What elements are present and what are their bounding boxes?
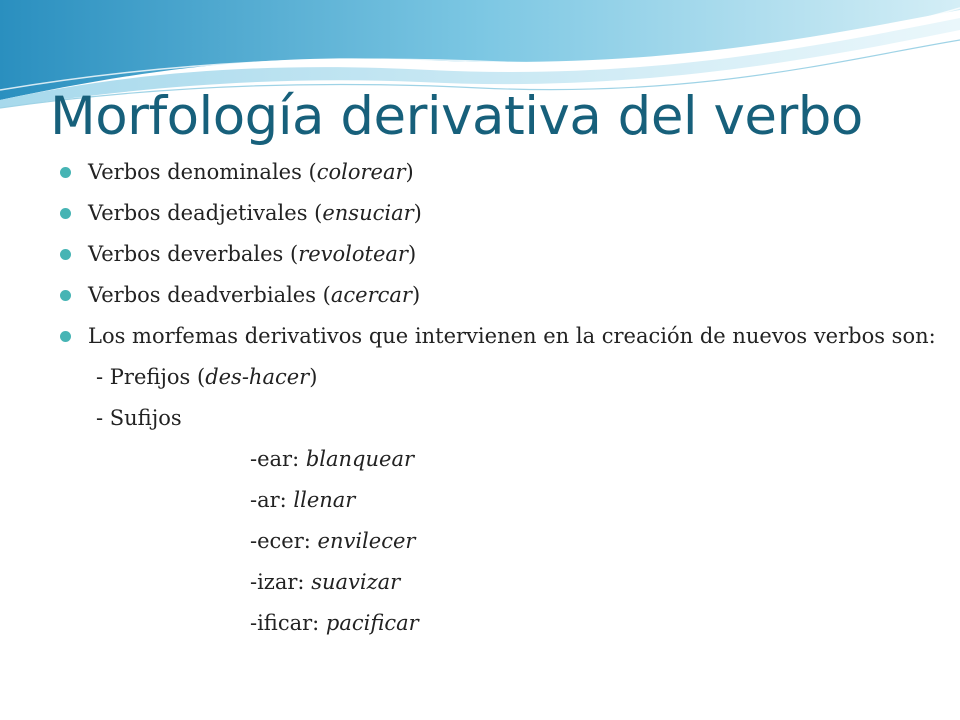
bullet-item xyxy=(60,199,940,228)
bullet-dot-icon xyxy=(60,290,71,301)
bullet-close: ) xyxy=(405,160,414,184)
bullet-item xyxy=(60,158,940,187)
suffixes-heading: - Sufijos xyxy=(96,406,182,430)
suffix-example: blanquear xyxy=(305,447,415,471)
prefixes-close: ) xyxy=(309,365,318,389)
bullet-close: ) xyxy=(411,283,421,307)
suffix-label: -ar: xyxy=(250,488,294,512)
bullet-dot-icon xyxy=(60,167,71,178)
bullet-text: Verbos deadjetivales ( xyxy=(88,201,323,225)
suffix-example: pacificar xyxy=(325,611,419,635)
bullet-dot-icon xyxy=(60,208,71,219)
suffix-label: -ecer: xyxy=(250,529,318,553)
suffix-line xyxy=(60,609,940,638)
suffix-line xyxy=(60,527,940,556)
bullet-example: acercar xyxy=(330,283,412,307)
bullet-close: ) xyxy=(407,242,417,266)
slide-title: Morfología derivativa del verbo xyxy=(50,86,863,147)
bullet-dot-icon xyxy=(60,249,71,260)
suffix-label: -izar: xyxy=(250,570,312,594)
bullet-text: Verbos denominales ( xyxy=(88,160,317,184)
prefixes-line xyxy=(60,363,940,392)
suffix-label: -ificar: xyxy=(250,611,326,635)
suffix-example: llenar xyxy=(293,488,356,512)
suffix-label: -ear: xyxy=(250,447,306,471)
bullet-item xyxy=(60,281,940,310)
suffix-line xyxy=(60,445,940,474)
prefixes-label: - Prefijos ( xyxy=(96,365,206,389)
bullet-dot-icon xyxy=(60,331,71,342)
bullet-text: Verbos deadverbiales ( xyxy=(88,283,331,307)
bullet-example: revolotear xyxy=(298,242,408,266)
suffix-line xyxy=(60,486,940,515)
bullet-text: Verbos deverbales ( xyxy=(88,242,299,266)
slide-content xyxy=(60,158,940,650)
suffix-line xyxy=(60,568,940,597)
suffix-example: envilecer xyxy=(317,529,416,553)
bullet-item xyxy=(60,240,940,269)
bullet-text: Los morfemas derivativos que intervienen en la creación de nuevos verbos son: xyxy=(88,324,936,348)
bullet-example: ensuciar xyxy=(322,201,414,225)
bullet-close: ) xyxy=(413,201,422,225)
bullet-example: colorear xyxy=(316,160,406,184)
prefixes-example: des-hacer xyxy=(205,365,310,389)
suffix-example: suavizar xyxy=(311,570,401,594)
bullet-item xyxy=(60,322,940,351)
